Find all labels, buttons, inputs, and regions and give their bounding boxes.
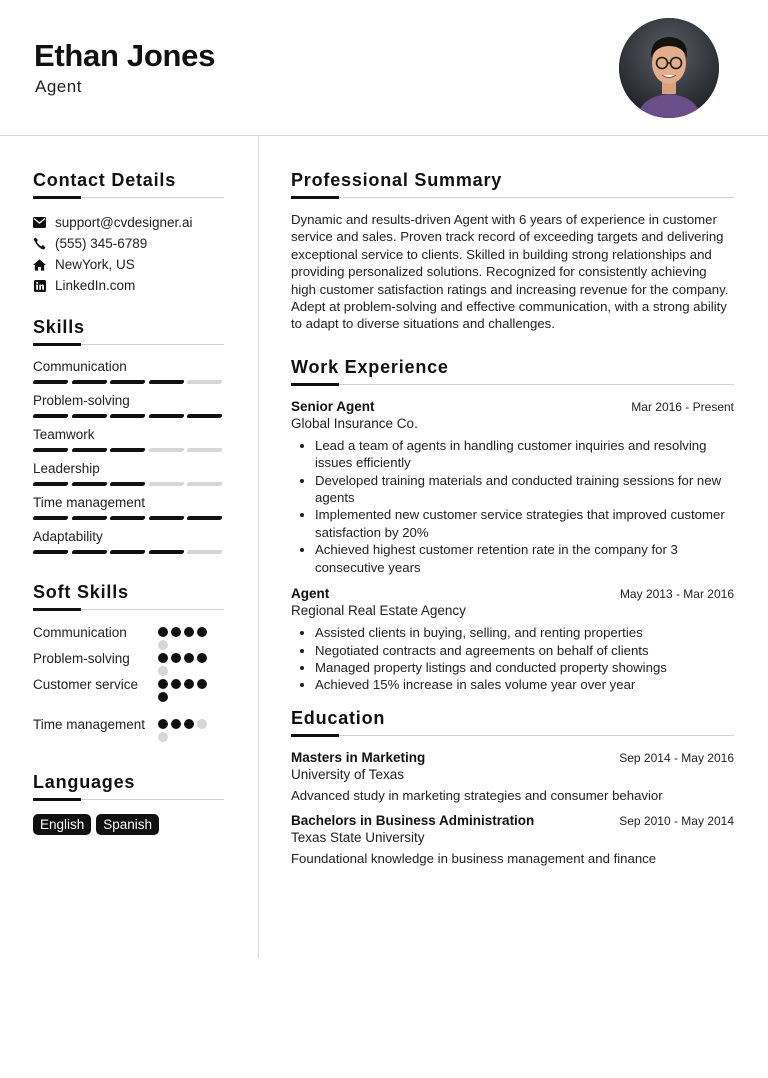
job-entry	[291, 399, 734, 576]
experience-heading: Work Experience	[291, 356, 449, 377]
education-school: University of Texas	[291, 766, 405, 782]
skill-item	[33, 461, 224, 486]
rating-dot	[184, 653, 194, 663]
skill-level-segment	[148, 482, 184, 486]
summary-heading: Professional Summary	[291, 170, 503, 190]
skill-name: Leadership	[33, 461, 100, 476]
rating-dot	[184, 627, 194, 637]
contact-email-text: support@cvdesigner.ai	[55, 215, 193, 230]
section-rule	[33, 799, 224, 800]
skill-level-segment	[109, 550, 145, 554]
contact-location-text: NewYork, US	[55, 257, 135, 272]
contact-heading: Contact Details	[33, 170, 177, 190]
job-bullet: • Developed training materials and conducted training sessions for new agents	[315, 472, 734, 507]
experience-section	[291, 357, 734, 694]
contact-linkedin-text: LinkedIn.com	[55, 278, 136, 293]
skill-level-segment	[71, 414, 107, 418]
soft-skills-list	[33, 624, 224, 742]
education-degree: Masters in Marketing	[291, 749, 426, 765]
skill-level-segment	[187, 482, 223, 486]
education-school: Texas State University	[291, 829, 425, 845]
skill-level-bar	[33, 550, 224, 554]
skill-level-segment	[71, 516, 107, 520]
education-description: Advanced study in marketing strategies and consumer behavior	[291, 787, 663, 803]
job-bullet: • Negotiated contracts and agreements on behalf of clients	[315, 642, 734, 659]
rating-dot	[184, 719, 194, 729]
education-heading: Education	[291, 707, 386, 728]
candidate-title: Agent	[35, 77, 82, 96]
contact-location	[33, 254, 224, 275]
job-organization: Global Insurance Co.	[291, 415, 418, 431]
skill-item	[33, 495, 224, 520]
skill-level-segment	[32, 516, 68, 520]
skills-list	[33, 359, 224, 554]
skill-level-segment	[32, 550, 68, 554]
skill-level-bar	[33, 516, 224, 520]
rating-dot	[197, 719, 207, 729]
job-bullet: • Achieved 15% increase in sales volume year over year	[315, 676, 734, 693]
job-organization: Regional Real Estate Agency	[291, 603, 466, 619]
education-entry	[291, 750, 734, 803]
languages-list	[33, 814, 224, 835]
skill-level-segment	[71, 482, 107, 486]
skill-item	[33, 427, 224, 452]
section-rule	[33, 609, 224, 610]
avatar-icon	[619, 18, 719, 118]
skill-level-segment	[187, 448, 223, 452]
soft-skill-name: Customer service	[33, 677, 139, 692]
main-content	[291, 136, 734, 876]
sidebar	[33, 136, 224, 835]
skill-level-segment	[187, 516, 223, 520]
rating-dot	[158, 640, 168, 650]
skill-level-segment	[71, 448, 107, 452]
skill-level-segment	[148, 380, 184, 384]
job-bullets	[315, 437, 734, 576]
skill-level-segment	[109, 448, 145, 452]
soft-skill-name: Communication	[33, 625, 127, 640]
job-bullet: • Achieved highest customer retention rate in the company for 3 consecutive years	[315, 541, 734, 576]
soft-skill-rating	[158, 716, 214, 742]
rating-dot	[158, 732, 168, 742]
education-date: Sep 2014 - May 2016	[619, 750, 734, 765]
skill-item	[33, 393, 224, 418]
skill-name: Communication	[33, 359, 127, 374]
job-date: Mar 2016 - Present	[631, 399, 734, 414]
education-header	[291, 813, 734, 828]
skill-level-segment	[32, 380, 68, 384]
skill-level-segment	[187, 414, 223, 418]
soft-skill-rating	[158, 650, 214, 676]
home-icon	[33, 258, 46, 271]
section-rule	[291, 735, 734, 736]
resume-header	[0, 0, 768, 136]
profile-photo	[619, 18, 719, 118]
skill-level-segment	[32, 448, 68, 452]
languages-heading: Languages	[33, 772, 136, 792]
rating-dot	[171, 679, 181, 689]
skill-name: Adaptability	[33, 529, 103, 544]
skill-level-segment	[148, 448, 184, 452]
soft-skill-item	[33, 650, 224, 676]
job-header	[291, 399, 734, 414]
language-badge: Spanish	[96, 814, 159, 835]
soft-skills-heading: Soft Skills	[33, 582, 129, 602]
job-bullet: • Implemented new customer service strategies that improved customer satisfaction by 20%	[315, 506, 734, 541]
skill-level-segment	[71, 550, 107, 554]
jobs-list	[291, 399, 734, 694]
contact-phone-text: (555) 345-6789	[55, 236, 148, 251]
education-date: Sep 2010 - May 2014	[619, 813, 734, 828]
skill-level-segment	[109, 414, 145, 418]
rating-dot	[158, 653, 168, 663]
rating-dot	[197, 627, 207, 637]
skill-level-segment	[148, 550, 184, 554]
rating-dot	[158, 719, 168, 729]
skill-level-segment	[148, 516, 184, 520]
skill-level-segment	[32, 482, 68, 486]
job-bullets	[315, 624, 734, 694]
education-degree: Bachelors in Business Administration	[291, 812, 535, 828]
candidate-name: Ethan Jones	[34, 38, 216, 73]
section-rule	[291, 197, 734, 198]
contact-section	[33, 170, 224, 296]
job-bullet: • Lead a team of agents in handling customer inquiries and resolving issues efficiently	[315, 437, 734, 472]
job-title: Agent	[291, 586, 330, 602]
skill-name: Time management	[33, 495, 146, 510]
summary-section	[291, 170, 734, 333]
job-date: May 2013 - Mar 2016	[619, 587, 734, 602]
contact-phone[interactable]	[33, 233, 224, 254]
skill-name: Problem-solving	[33, 393, 130, 408]
rating-dot	[197, 653, 207, 663]
skill-name: Teamwork	[33, 427, 95, 442]
skill-item	[33, 529, 224, 554]
skill-level-segment	[148, 414, 184, 418]
soft-skill-item	[33, 716, 224, 742]
envelope-icon	[33, 216, 46, 229]
soft-skill-rating	[158, 676, 214, 702]
section-rule	[33, 344, 224, 345]
soft-skill-item	[33, 624, 224, 650]
contact-linkedin[interactable]	[33, 275, 224, 296]
skill-level-bar	[33, 482, 224, 486]
rating-dot	[158, 692, 168, 702]
soft-skill-rating	[158, 624, 214, 650]
rating-dot	[158, 627, 168, 637]
education-header	[291, 750, 734, 765]
soft-skill-name: Problem-solving	[33, 651, 130, 666]
skill-level-bar	[33, 414, 224, 418]
skill-item	[33, 359, 224, 384]
skills-heading: Skills	[33, 317, 85, 337]
contact-list	[33, 212, 224, 296]
skill-level-bar	[33, 448, 224, 452]
skill-level-segment	[187, 550, 223, 554]
rating-dot	[158, 666, 168, 676]
skill-level-segment	[109, 482, 145, 486]
rating-dot	[171, 653, 181, 663]
education-list	[291, 750, 734, 866]
linkedin-icon	[33, 279, 46, 292]
languages-section	[33, 772, 224, 835]
section-rule	[33, 197, 224, 198]
soft-skill-name: Time management	[33, 717, 146, 732]
contact-email[interactable]	[33, 212, 224, 233]
section-rule	[291, 384, 734, 385]
skill-level-segment	[109, 516, 145, 520]
language-badge: English	[33, 814, 91, 835]
job-entry	[291, 586, 734, 694]
soft-skills-section	[33, 582, 224, 742]
education-section	[291, 708, 734, 866]
skill-level-segment	[109, 380, 145, 384]
rating-dot	[171, 719, 181, 729]
summary-text: Dynamic and results-driven Agent with 6 years of experience in customer service and sales. Proven track record of exceeding targets and delivering exceptional service to clients. Skilled in building strong relationships and providing personalized solutions. Recognized for consistently achieving high customer satisfaction ratings and increasing revenue for the company. Adept at problem-solving and effective communication, with a strong ability to adapt to diverse situations and challenges.	[291, 212, 729, 332]
column-divider	[258, 136, 259, 958]
skill-level-segment	[71, 380, 107, 384]
job-bullet: • Assisted clients in buying, selling, and renting properties	[315, 624, 734, 641]
job-bullet: • Managed property listings and conducted property showings	[315, 659, 734, 676]
skills-section	[33, 317, 224, 554]
job-header	[291, 586, 734, 601]
phone-icon	[33, 237, 46, 250]
skill-level-bar	[33, 380, 224, 384]
education-entry	[291, 813, 734, 866]
rating-dot	[171, 627, 181, 637]
rating-dot	[184, 679, 194, 689]
rating-dot	[158, 679, 168, 689]
skill-level-segment	[187, 380, 223, 384]
soft-skill-item	[33, 676, 224, 702]
job-title: Senior Agent	[291, 398, 375, 414]
rating-dot	[197, 679, 207, 689]
education-description: Foundational knowledge in business management and finance	[291, 850, 657, 866]
skill-level-segment	[32, 414, 68, 418]
